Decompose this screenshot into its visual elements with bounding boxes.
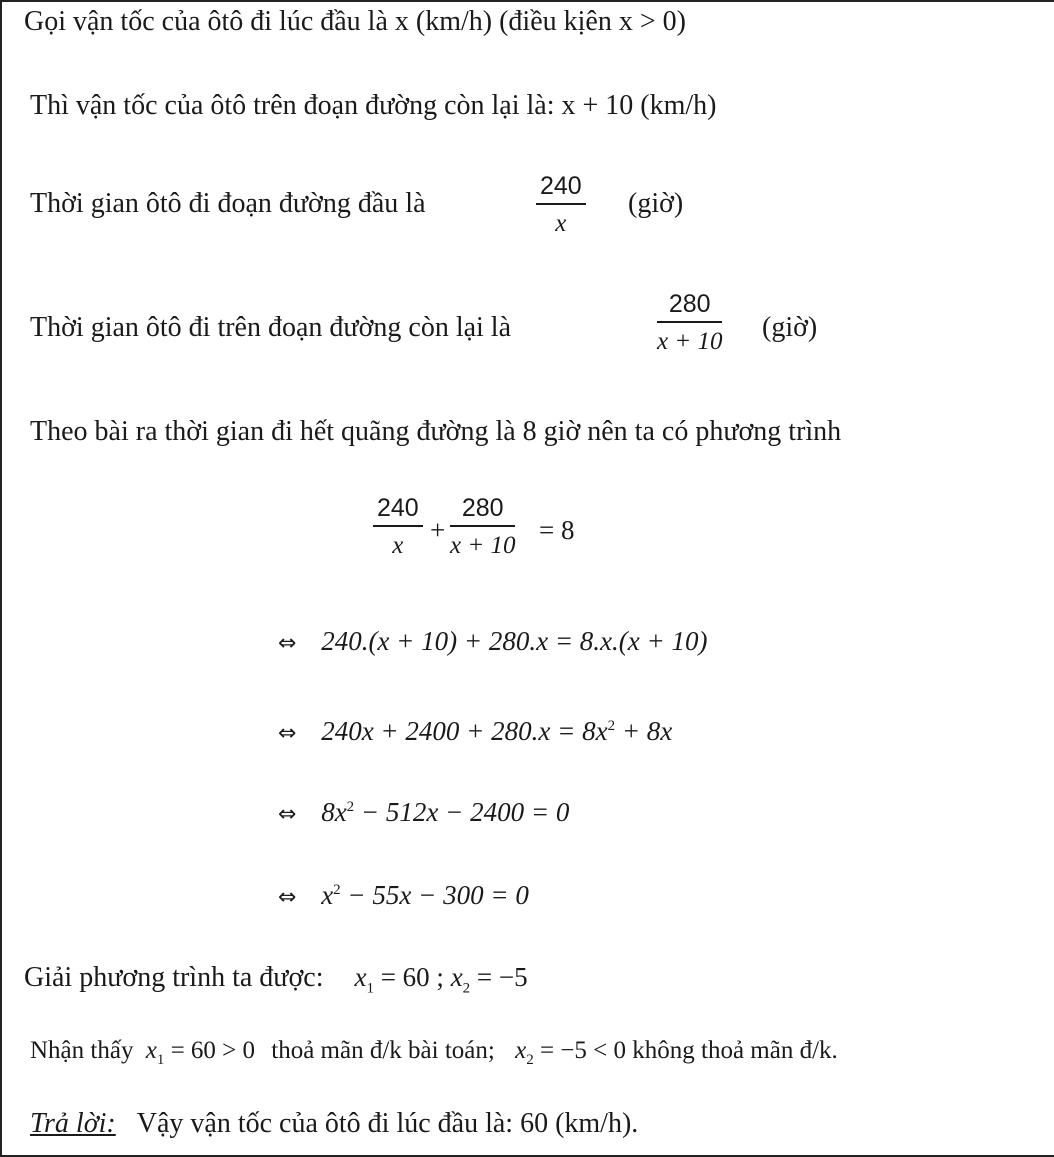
check-x1 <box>145 1037 256 1068</box>
line-second-time-text: Thời gian ôtô đi trên đoạn đường còn lại là <box>30 312 512 343</box>
iff-symbol: ⇔ <box>278 721 297 746</box>
fraction-numerator: 280 <box>461 494 504 522</box>
step-1 <box>278 626 707 657</box>
step-4 <box>278 880 529 911</box>
iff-symbol: ⇔ <box>278 885 297 910</box>
line-remaining-speed: Thì vận tốc của ôtô trên đoạn đường còn lại là: x + 10 (km/h) <box>30 90 717 121</box>
var-x: x <box>145 1037 157 1064</box>
fraction-numerator: 240 <box>540 172 582 200</box>
equals-eight: = 8 <box>539 515 575 545</box>
fraction-280-over-x-plus-10 <box>657 292 722 354</box>
check-lead: Nhận thấy <box>30 1037 134 1064</box>
line-first-time-text: Thời gian ôtô đi đoạn đường đầu là <box>30 188 426 219</box>
step-2-expression: 240x + 2400 + 280.x = 8x <box>321 716 608 746</box>
step-4-lead: x <box>321 880 334 910</box>
var-x: x <box>354 962 367 992</box>
fraction-denominator: x <box>555 210 567 237</box>
superscript-2: 2 <box>333 882 341 898</box>
iff-symbol: ⇔ <box>278 802 297 827</box>
solve-text: Giải phương trình ta được: <box>24 962 324 993</box>
check-x2 <box>515 1037 626 1068</box>
line-equation-setup: Theo bài ra thời gian đi hết quãng đường là 8 giờ nên ta có phương trình <box>30 416 842 447</box>
subscript-1: 1 <box>156 1052 165 1068</box>
superscript-2: 2 <box>607 718 616 734</box>
solution-1: = 60 ; <box>373 962 451 992</box>
fraction-numerator: 280 <box>668 290 711 318</box>
var-x: x <box>515 1037 527 1064</box>
check-x2-value: = −5 < 0 <box>533 1037 626 1064</box>
check-x1-value: = 60 > 0 <box>164 1037 256 1064</box>
line-answer <box>30 1110 638 1138</box>
solution-2: = −5 <box>470 962 528 992</box>
fraction-denominator: x <box>392 532 404 559</box>
fraction-denominator: x + 10 <box>450 532 516 559</box>
answer-label: Trả lời: <box>30 1108 116 1139</box>
fraction-240-over-x <box>536 174 586 236</box>
line-define-speed: Gọi vận tốc của ôtô đi lúc đầu là x (km/h) (điều kịên x > 0) <box>24 6 686 37</box>
solutions <box>354 962 528 997</box>
subscript-2: 2 <box>462 980 471 997</box>
check-mid: thoả mãn đ/k bài toán; <box>271 1037 495 1064</box>
subscript-2: 2 <box>526 1052 534 1068</box>
line-second-time-unit: (giờ) <box>762 312 818 343</box>
subscript-1: 1 <box>366 980 374 997</box>
answer-text: Vậy vận tốc của ôtô đi lúc đầu là: 60 (km/h). <box>136 1108 639 1139</box>
step-2-tail: + 8x <box>621 716 673 746</box>
line-solve <box>24 964 528 996</box>
equation-fraction-280-over-x-plus-10 <box>450 496 515 558</box>
check-tail: không thoả mãn đ/k. <box>632 1037 838 1064</box>
fraction-numerator: 240 <box>377 494 419 522</box>
step-3 <box>278 797 569 828</box>
superscript-2: 2 <box>346 799 355 815</box>
plus-sign: + <box>430 515 446 545</box>
var-x: x <box>450 962 463 992</box>
step-3-lead: 8x <box>321 797 347 827</box>
step-4-tail: − 55x − 300 = 0 <box>347 880 529 910</box>
iff-symbol: ⇔ <box>278 631 297 656</box>
step-2 <box>278 716 672 747</box>
equation-fraction-240-over-x <box>373 496 423 558</box>
line-first-time-unit: (giờ) <box>628 188 684 219</box>
fraction-denominator: x + 10 <box>657 328 723 355</box>
step-3-tail: − 512x − 2400 = 0 <box>360 797 570 827</box>
line-check <box>30 1038 838 1068</box>
step-1-expression: 240.(x + 10) + 280.x = 8.x.(x + 10) <box>321 626 708 656</box>
